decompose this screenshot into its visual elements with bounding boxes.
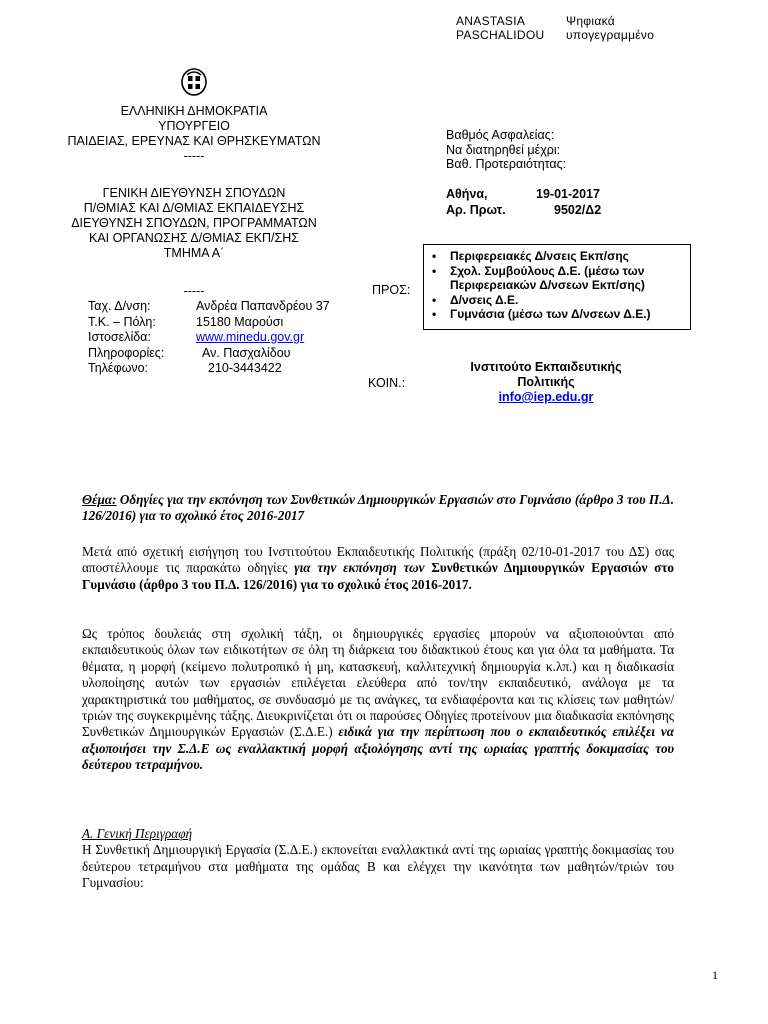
protocol-number: 9502/Δ2 xyxy=(554,203,602,217)
page-number: 1 xyxy=(712,968,718,982)
contact-row: Ιστοσελίδα: www.minedu.gov.gr xyxy=(88,330,305,344)
paragraph-intro: Μετά από σχετική εισήγηση του Ινστιτούτου Εκπαιδευτικής Πολιτικής (πράξη 02/10-01-2017 του ΔΣ) σας αποστέλλουμε τις παρακάτω οδηγίες για την εκπόνηση των Συνθετικών Δημιουργικών Εργασιών στο Γυμνάσιο (άρθρο 3 του Π.Δ. 126/2016) για το σχολικό έτος 2016-2017. xyxy=(82,544,674,592)
recipients-label: ΠΡΟΣ: xyxy=(372,283,411,297)
separator: ----- xyxy=(183,284,205,298)
website-link[interactable]: www.minedu.gov.gr xyxy=(196,330,305,344)
directorate-header: ΓΕΝΙΚΗ ΔΙΕΥΘΥΝΣΗ ΣΠΟΥΔΩΝ Π/ΘΜΙΑΣ ΚΑΙ Δ/ΘΜΙΑΣ ΕΚΠΑΙΔΕΥΣΗΣ ΔΙΕΥΘΥΝΣΗ ΣΠΟΥΔΩΝ, ΠΡΟΓΡΑΜΜΑΤΩΝ ΚΑΙ ΟΡΓΑΝΩΣΗΣ Δ/ΘΜΙΑΣ ΕΚΠ/ΣΗΣ ΤΜΗΜΑ Α΄ xyxy=(71,186,317,260)
document-date: 19-01-2017 xyxy=(536,187,600,201)
section-a xyxy=(82,826,674,892)
signature-name: ANASTASIA PASCHALIDOU xyxy=(456,14,545,42)
list-item: • Περιφερειακές Δ/νσεις Εκπ/σης xyxy=(432,249,686,264)
section-title: Α. Γενική Περιγραφή xyxy=(82,826,193,841)
list-item: • Σχολ. Συμβούλους Δ.Ε. (μέσω των Περιφερειακών Δ/νσεων Εκπ/σης) xyxy=(432,264,686,293)
ministry-header: ΕΛΛΗΝΙΚΗ ΔΗΜΟΚΡΑΤΙΑ ΥΠΟΥΡΓΕΙΟ ΠΑΙΔΕΙΑΣ, ΕΡΕΥΝΑΣ ΚΑΙ ΘΡΗΣΚΕΥΜΑΤΩΝ ----- xyxy=(67,104,321,163)
cc-email-link[interactable]: info@iep.edu.gr xyxy=(498,390,594,404)
security-info: Βαθμός Ασφαλείας: Να διατηρηθεί μέχρι: Βαθ. Προτεραιότητας: xyxy=(446,128,567,171)
recipients-box xyxy=(423,244,691,330)
list-item: • Δ/νσεις Δ.Ε. xyxy=(432,293,686,308)
contact-row: Ταχ. Δ/νση: Ανδρέα Παπανδρέου 37 xyxy=(88,299,330,313)
emblem-icon xyxy=(180,66,208,96)
paragraph-method: Ως τρόπος δουλειάς στη σχολική τάξη, οι δημιουργικές εργασίες μπορούν να αξιοποιούνται από εκπαιδευτικούς όλων των ειδικοτήτων σε όλη τη διάρκεια του διδακτικού έτους και για όλα τα μαθήματα. Τα θέματα, η μορφή (κείμενο πολυτροπικό ή μη, κατασκευή, καλλιτεχνική δημιουργία κ.λπ.) και η διαδικασία υλοποίησης αυτών των εργασιών επιλέγεται ελεύθερα από τον/την εκπαιδευτικό, ανάλογα με τα χαρακτηριστικά του μαθήματος, σε συνδυασμό με τις ανάγκες, τα ενδιαφέροντα και τις κλίσεις των μαθητών/τριών της συγκεκριμένης τάξης. Διευκρινίζεται ότι οι παρούσες Οδηγίες προτείνουν μια διαδικασία εκπόνησης Συνθετικών Δημιουργικών Εργασιών (Σ.Δ.Ε.) ειδικά για την περίπτωση που ο εκπαιδευτικός επιλέξει να αξιοποιήσει την Σ.Δ.Ε ως εναλλακτική μορφή αξιολόγησης αντί της ωριαίας γραπτής δοκιμασίας του δεύτερου τετραμήνου. xyxy=(82,626,674,773)
contact-row: Τ.Κ. – Πόλη: 15180 Μαρούσι xyxy=(88,314,284,329)
subject-text: Οδηγίες για την εκπόνηση των Συνθετικών Δημιουργικών Εργασιών στο Γυμνάσιο (άρθρο 3 του Π.Δ. 126/2016) για το σχολικό έτος 2016-2017 xyxy=(82,492,674,524)
section-text: Η Συνθετική Δημιουργική Εργασία (Σ.Δ.Ε.) εκπονείται εναλλακτικά αντί της ωριαίας γραπτής δοκιμασίας του δεύτερου τετραμήνου στα μαθήματα της ομάδας Β και ελέγχει την ικανότητα των μαθητών/τριών του Γυμνασίου: xyxy=(82,842,674,891)
contact-row: Πληροφορίες: Αν. Πασχαλίδου xyxy=(88,345,291,360)
list-item: • Γυμνάσια (μέσω των Δ/νσεων Δ.Ε.) xyxy=(432,307,686,322)
cc-label: ΚΟΙΝ.: xyxy=(368,376,406,390)
subject xyxy=(82,492,674,525)
date-protocol-block: Αθήνα, 19-01-2017 Αρ. Πρωτ. 9502/Δ2 xyxy=(446,187,602,217)
contact-block xyxy=(88,299,330,377)
contact-row: Τηλέφωνο: 210-3443422 xyxy=(88,361,282,375)
cc-block: Ινστιτούτο Εκπαιδευτικής Πολιτικής info@iep.edu.gr xyxy=(470,360,622,404)
signature-note: Ψηφιακά υπογεγραμμένο xyxy=(566,14,655,42)
subject-label: Θέμα: xyxy=(82,492,117,507)
